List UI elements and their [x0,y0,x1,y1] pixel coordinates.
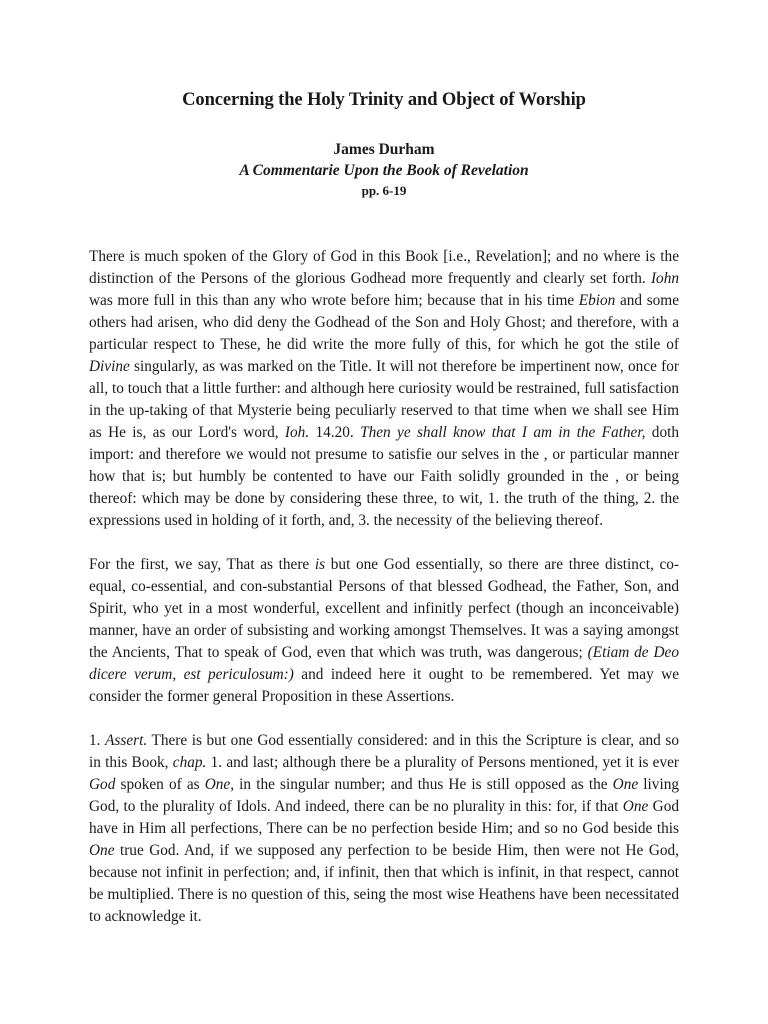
text-run: There is but one God essentially considered: and in this the Scripture is clear, and so in this Book, [89,732,680,771]
paragraph [89,554,679,708]
text-run: and some others had arisen, who did deny the Godhead of the Son and Holy Ghost; and therefore, with a particular respect to These, he did write the more fully of this, for which he got the stile of [89,292,679,353]
italic-text-run: Ebion [578,292,616,309]
source-work-title: A Commentarie Upon the Book of Revelation [239,162,529,179]
text-run: singularly, as was marked on the Title. It will not therefore be impertinent now, once for all, to touch that a little further: and although here curiosity would be restrained, full satisfaction in the up-taking of that Mysterie being peculiarly reserved to that time when we shall see Him as He is, as our Lord's word, [89,358,679,441]
page-title: Concerning the Holy Trinity and Object of Worship [182,90,586,110]
text-run: doth import: and therefore we would not presume to satisfie our selves in the , or particular manner how that is; but humbly be contented to have our Faith solidly grounded in the , or being thereof: which may be done by considering these three, to wit, 1. the truth of the thing, 2. the expressions used in holding of it forth, and, 3. the necessity of the believing thereof. [89,424,679,529]
italic-text-run: One [622,798,649,815]
text-run: living God, to the plurality of Idols. And indeed, there can be no plurality in this: for, if that [89,776,679,815]
paragraph [89,246,679,532]
text-run: in the singular number; and thus He is still opposed as the [234,776,613,793]
page-range: pp. 6-19 [361,183,407,198]
text-run: God have in Him all perfections, There can be no perfection beside Him; and so no God beside this [89,798,679,837]
text-run: true God. And, if we supposed any perfection to be beside Him, then were not He God, because not infinit in perfection; and, if infinit, then that which is infinit, in that respect, cannot be multiplied. There is no question of this, seing the most wise Heathens have been necessitated to acknowledge it. [89,842,679,925]
text-run: spoken of as [115,776,205,793]
paragraph [89,730,679,928]
text-run: 1. [89,732,106,749]
italic-text-run: One, [204,776,235,793]
text-run: 14.20. [309,424,361,441]
text-run: but one God essentially, so there are three distinct, co-equal, co-essential, and con-substantial Persons of that blessed Godhead, the Father, Son, and Spirit, who yet in a most wonderful, excellent and infinitly perfect (though an inconceivable) manner, have an order of subsisting and working amongst Themselves. It was a saying amongst the Ancients, That to speak of God, even that which was truth, was dangerous; [89,556,680,661]
italic-text-run: Assert. [105,732,148,749]
author-name: James Durham [333,141,435,158]
italic-text-run: Iohn [650,270,679,287]
text-run: was more full in this than any who wrote before him; because that in his time [89,292,579,309]
text-run: There is much spoken of the Glory of God in this Book [i.e., Revelation]; and no where is the distinction of the Persons of the glorious Godhead more frequently and clearly set forth. [89,248,679,287]
italic-text-run: is [314,556,326,573]
italic-text-run: One [612,776,639,793]
italic-text-run: chap. [172,754,207,771]
text-run: 1. and last; although there be a plurality of Persons mentioned, yet it is ever [206,754,679,771]
italic-text-run: Then ye shall know that I am in the Father, [360,424,646,441]
italic-text-run: One [89,842,115,859]
italic-text-run: Ioh. [284,424,310,441]
italic-text-run: God [89,776,116,793]
text-run: and indeed here it ought to be remembered. Yet may we consider the former general Proposition in these Assertions. [89,666,679,705]
italic-text-run: Divine [89,358,130,375]
italic-text-run: (Etiam de Deo dicere verum, est periculosum:) [89,644,679,683]
document-body [89,246,679,950]
text-run: For the first, we say, That as there [89,556,315,573]
